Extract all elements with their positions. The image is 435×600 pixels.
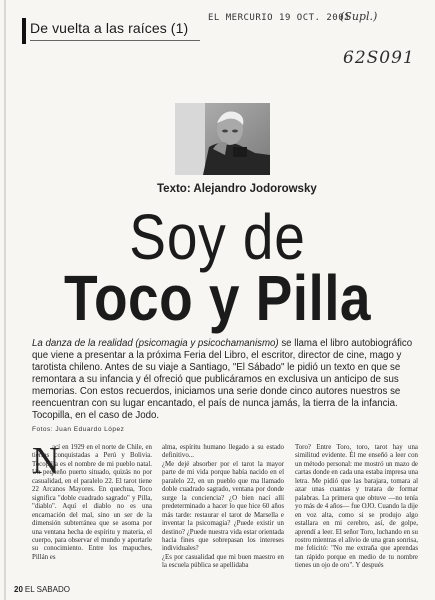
body-column-1 bbox=[32, 440, 152, 562]
lead-text: se llama el libro autobiográfico que viene a presentar a la próxima Feria del Libro, el escritor, director de cine, mago y tarotista chileno. Antes de su viaje a Santiago, "El Sábado" le pidió un texto en que se remontara a su infancia y él ofreció que publicáramos en exclusiva un anticipo de sus memorias. Con estos recuerdos, iniciamos una serie donde cinco autores nuestros se reencuentran con su lugar encantado, el país de nunca jamás, la tierra de la infancia. Tocopilla, en el caso de Jodo. bbox=[32, 338, 413, 421]
article-lead bbox=[32, 338, 415, 422]
section-title: De vuelta a las raíces (1) bbox=[30, 20, 189, 36]
headline-line-2: Toco y Pilla bbox=[64, 262, 371, 334]
photo-credit: Fotos: Juan Eduardo López bbox=[32, 426, 125, 433]
stamp-handwritten-note: (Supl.) bbox=[340, 10, 378, 23]
drop-cap: N bbox=[32, 440, 60, 482]
headline-line-1: Soy de bbox=[129, 201, 306, 273]
newspaper-date-stamp: EL MERCURIO 19 OCT. 2001 bbox=[208, 13, 351, 23]
handwritten-archive-code: 62S091 bbox=[343, 48, 415, 68]
author-photo bbox=[175, 103, 270, 175]
body-column-3: Toro? Entre Toro, toro, tarot hay una similitud evidente. Él me enseñó a leer con un método personal: me mostró un mazo de cartas donde en cada una estaba impresa una letra. Me pidió que las barajara, tomara al azar unas cuantas y tratara de formar palabras. La primera que obtuve —no tenía yo más de 4 años— fue OJO. Cuando la dije en voz alta, como si se produjo algo estallara en mi cerebro, así, de golpe, aprendí a leer. El señor Toro, luchando en su rostro mientras el alivio de una gran sonrisa, me felicitó: "No me extraña que aprendas tan rápido porque en medio de tu nombre tienes un ojo de oro". Y después bbox=[295, 444, 419, 570]
page-number: 20 bbox=[14, 585, 23, 594]
page-footer bbox=[14, 585, 70, 594]
header-divider bbox=[30, 40, 200, 41]
lead-book-title: La danza de la realidad (psicomagia y psicochamanismo) bbox=[32, 338, 279, 349]
magazine-name: EL SABADO bbox=[24, 585, 70, 594]
body-column-1-text: ací en 1929 en el norte de Chile, en tierras conquistadas a Perú y Bolivia. Tocopilla es el nombre de mi pueblo natal. Un pequeño puerto situado, quizás no por casualidad, en el paralelo 22. El tarot tiene 22 Arcanos Mayores. En quechua, Toco significa "doble cuadrado sagrado" y Pilla, "diablo". Aquí el diablo no es una encarnación del mal, sino un ser de la dimensión subterránea que se asoma por una ventana hecha de espíritu y materia, el cuerpo, para observar el mundo y aportarle su conocimiento. Entre los mapuches, Pillán es bbox=[32, 444, 152, 561]
author-portrait-image bbox=[175, 103, 270, 175]
section-marker-bar bbox=[22, 18, 26, 44]
author-credit: Texto: Alejandro Jodorowsky bbox=[157, 183, 317, 195]
page-edge-shadow bbox=[4, 0, 6, 600]
body-column-2: alma, espíritu humano llegado a su estado definitivo... ¿Me dejé absorber por el tarot la mayor parte de mi vida porque había nacido en el paralelo 22, en un pueblo que ma llamado doble cuadrado sagrado, ventana por donde surge la conciencia? ¿O bien nací allí predeterminado a hacer lo que hice 60 años más tarde: restaurar el tarot de Marsella e inventar la psicomagia? ¿Puede existir un destino? ¿Puede nuestra vida estar orientada hacia fines que sobrepasan los intereses individuales? ¿Es por casualidad que mi buen maestro en la escuela pública se apellidaba bbox=[162, 444, 284, 570]
